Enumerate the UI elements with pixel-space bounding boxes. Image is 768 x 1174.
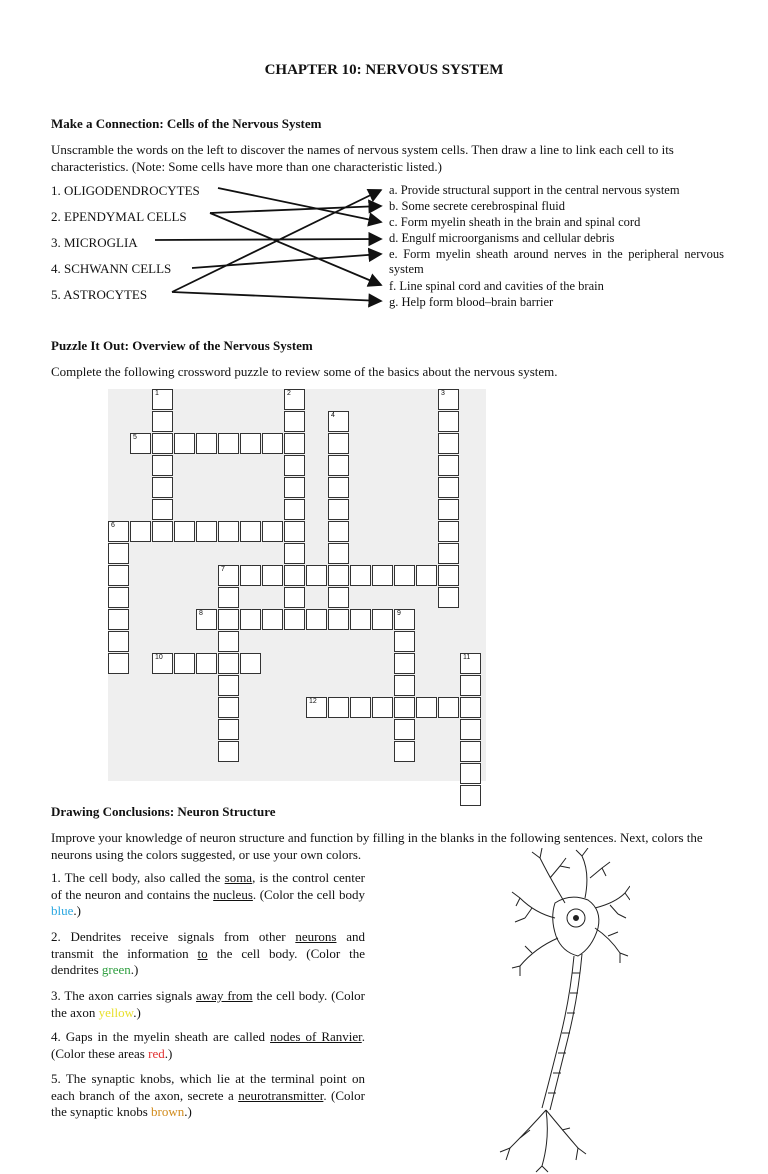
clue-number: 8 xyxy=(199,610,203,617)
crossword-cell[interactable] xyxy=(240,609,261,630)
crossword-cell[interactable] xyxy=(284,477,305,498)
crossword-cell[interactable] xyxy=(262,609,283,630)
crossword-cell[interactable] xyxy=(218,653,239,674)
crossword-cell[interactable] xyxy=(284,411,305,432)
dendrite-branch xyxy=(512,938,558,976)
crossword-cell[interactable] xyxy=(218,697,239,718)
connection-line-2-f xyxy=(210,213,381,285)
answer-blank[interactable]: nodes of Ranvier xyxy=(270,1029,362,1044)
crossword-cell[interactable] xyxy=(350,609,371,630)
crossword-cell[interactable] xyxy=(438,565,459,586)
section-intro-connection: Unscramble the words on the left to discover the names of nervous system cells. Then draw a line to link each cell to its characteristics. (Note: Some cells have more than one characteristic listed.) xyxy=(51,142,674,174)
crossword-cell[interactable] xyxy=(416,697,437,718)
crossword-cell[interactable] xyxy=(108,653,129,674)
crossword-cell[interactable] xyxy=(438,455,459,476)
crossword-cell[interactable] xyxy=(152,389,173,410)
answer-blank[interactable]: neurotransmitter xyxy=(238,1087,324,1103)
crossword-cell[interactable] xyxy=(108,587,129,608)
crossword-cell[interactable] xyxy=(438,499,459,520)
clue-number: 2 xyxy=(287,390,291,397)
crossword-cell[interactable] xyxy=(240,653,261,674)
characteristic-item: c. Form myelin sheath in the brain and spinal cord xyxy=(389,215,641,229)
clue-number: 12 xyxy=(309,698,317,705)
crossword-cell[interactable] xyxy=(218,675,239,696)
crossword-cell[interactable] xyxy=(218,587,239,608)
connection-line-1-c xyxy=(218,188,381,222)
crossword-cell[interactable] xyxy=(394,675,415,696)
crossword-cell[interactable] xyxy=(460,763,481,784)
crossword-cell[interactable] xyxy=(152,653,173,674)
crossword-cell[interactable] xyxy=(262,433,283,454)
myelin-sheath xyxy=(548,973,580,1093)
crossword-cell[interactable] xyxy=(328,411,349,432)
crossword-cell[interactable] xyxy=(438,543,459,564)
crossword-cell[interactable] xyxy=(438,521,459,542)
crossword-cell[interactable] xyxy=(438,433,459,454)
crossword-cell[interactable] xyxy=(108,609,129,630)
color-word: red xyxy=(148,1045,165,1061)
crossword-cell[interactable] xyxy=(372,609,393,630)
crossword-cell[interactable] xyxy=(460,719,481,740)
crossword-cell[interactable] xyxy=(394,653,415,674)
crossword-cell[interactable] xyxy=(218,741,239,762)
crossword-cell[interactable] xyxy=(108,565,129,586)
connection-line-5-a xyxy=(172,190,381,292)
dendrite-branch xyxy=(576,848,610,898)
neuron-item: 3. The axon carries signals away from the cell body. (Color the axon yellow.) xyxy=(51,988,366,1020)
cell-item: 4. SCHWANN CELLS xyxy=(51,261,172,276)
crossword-cell[interactable] xyxy=(196,433,217,454)
crossword-cell[interactable] xyxy=(328,609,349,630)
crossword-cell[interactable] xyxy=(108,631,129,652)
crossword-cell[interactable] xyxy=(460,675,481,696)
crossword-cell[interactable] xyxy=(240,433,261,454)
crossword-cell[interactable] xyxy=(328,433,349,454)
cell-item: 5. ASTROCYTES xyxy=(51,287,148,302)
crossword-cell[interactable] xyxy=(130,433,151,454)
section-heading-neuron: Drawing Conclusions: Neuron Structure xyxy=(51,804,276,819)
characteristic-item: b. Some secrete cerebrospinal fluid xyxy=(389,199,565,213)
crossword-cell[interactable] xyxy=(218,433,239,454)
crossword-cell[interactable] xyxy=(218,609,239,630)
crossword-cell[interactable] xyxy=(306,697,327,718)
section-intro-neuron: Improve your knowledge of neuron structure and function by filling in the blanks in the following sentences. Next, colors the neurons using the colors suggested, or use your own colors. xyxy=(51,830,703,862)
section-heading-puzzle: Puzzle It Out: Overview of the Nervous System xyxy=(51,338,313,353)
crossword-cell[interactable] xyxy=(460,785,481,806)
connection-line-4-e xyxy=(192,254,381,268)
clue-number: 5 xyxy=(133,434,137,441)
dendrite-branch xyxy=(595,886,630,918)
crossword-cell[interactable] xyxy=(394,565,415,586)
crossword-cell[interactable] xyxy=(284,499,305,520)
crossword-cell[interactable] xyxy=(152,521,173,542)
crossword-cell[interactable] xyxy=(152,411,173,432)
cell-item: 2. EPENDYMAL CELLS xyxy=(51,209,187,224)
crossword-cell[interactable] xyxy=(438,389,459,410)
crossword-cell[interactable] xyxy=(196,521,217,542)
color-word: yellow xyxy=(98,1004,134,1020)
crossword-cell[interactable] xyxy=(262,521,283,542)
crossword-cell[interactable] xyxy=(394,697,415,718)
crossword-cell[interactable] xyxy=(328,455,349,476)
crossword-cell[interactable] xyxy=(328,521,349,542)
characteristic-item: a. Provide structural support in the central nervous system xyxy=(389,183,680,197)
crossword-cell[interactable] xyxy=(262,565,283,586)
crossword-cell[interactable] xyxy=(152,499,173,520)
answer-blank[interactable]: neurons xyxy=(295,929,337,944)
neuron-diagram xyxy=(470,848,630,1174)
crossword-cell[interactable] xyxy=(108,543,129,564)
clue-number: 7 xyxy=(221,566,225,573)
cell-item: 3. MICROGLIA xyxy=(51,235,138,250)
dendrite-branch xyxy=(512,892,555,922)
crossword-cell[interactable] xyxy=(438,587,459,608)
crossword-cell[interactable] xyxy=(460,653,481,674)
crossword-cell[interactable] xyxy=(350,565,371,586)
crossword-cell[interactable] xyxy=(240,521,261,542)
crossword-cell[interactable] xyxy=(438,697,459,718)
clue-number: 1 xyxy=(155,390,159,397)
crossword-cell[interactable] xyxy=(130,521,151,542)
crossword-cell[interactable] xyxy=(284,521,305,542)
clue-number: 6 xyxy=(111,522,115,529)
clue-number: 10 xyxy=(155,654,163,661)
crossword-puzzle xyxy=(108,389,486,781)
answer-blank[interactable]: soma xyxy=(224,870,253,885)
connection-lines xyxy=(0,0,768,320)
characteristic-item: f. Line spinal cord and cavities of the brain xyxy=(389,279,604,293)
characteristic-item: e. Form myelin sheath around nerves in the peripheral nervous system xyxy=(389,247,724,276)
crossword-cell[interactable] xyxy=(328,477,349,498)
clue-number: 4 xyxy=(331,412,335,419)
crossword-cell[interactable] xyxy=(306,609,327,630)
crossword-cell[interactable] xyxy=(438,411,459,432)
crossword-cell[interactable] xyxy=(394,609,415,630)
connection-line-3-d xyxy=(155,239,381,240)
crossword-cell[interactable] xyxy=(460,741,481,762)
crossword-cell[interactable] xyxy=(372,565,393,586)
crossword-cell[interactable] xyxy=(306,565,327,586)
connection-line-5-g xyxy=(172,292,381,301)
characteristic-item: g. Help form blood–brain barrier xyxy=(389,295,554,309)
crossword-cell[interactable] xyxy=(394,741,415,762)
crossword-cell[interactable] xyxy=(152,455,173,476)
crossword-cell[interactable] xyxy=(328,499,349,520)
crossword-cell[interactable] xyxy=(240,565,261,586)
color-word: green xyxy=(101,962,131,977)
crossword-cell[interactable] xyxy=(328,697,349,718)
crossword-cell[interactable] xyxy=(218,521,239,542)
crossword-cell[interactable] xyxy=(438,477,459,498)
crossword-cell[interactable] xyxy=(284,389,305,410)
crossword-cell[interactable] xyxy=(460,697,481,718)
crossword-cell[interactable] xyxy=(284,455,305,476)
crossword-cell[interactable] xyxy=(218,719,239,740)
clue-number: 11 xyxy=(463,654,471,661)
connection-line-2-b xyxy=(210,206,381,213)
neuron-item: 4. Gaps in the myelin sheath are called nodes of Ranvier. (Color these areas red.) xyxy=(51,1029,365,1061)
crossword-cell[interactable] xyxy=(394,631,415,652)
crossword-cell[interactable] xyxy=(284,433,305,454)
crossword-cell[interactable] xyxy=(372,697,393,718)
crossword-cell[interactable] xyxy=(108,521,129,542)
clue-number: 9 xyxy=(397,610,401,617)
clue-number: 3 xyxy=(441,390,445,397)
crossword-cell[interactable] xyxy=(284,543,305,564)
neuron-item: 5. The synaptic knobs, which lie at the terminal point on each branch of the axon, secrete a neurotransmitter. (Color the synaptic knobs brown.) xyxy=(51,1071,365,1119)
crossword-cell[interactable] xyxy=(328,543,349,564)
crossword-cell[interactable] xyxy=(328,565,349,586)
cell-item: 1. OLIGODENDROCYTES xyxy=(51,183,200,198)
crossword-cell[interactable] xyxy=(284,565,305,586)
crossword-cell[interactable] xyxy=(218,631,239,652)
crossword-cell[interactable] xyxy=(350,697,371,718)
crossword-cell[interactable] xyxy=(394,719,415,740)
crossword-cell[interactable] xyxy=(218,565,239,586)
neuron-item: 2. Dendrites receive signals from other neurons and transmit the information to the cell body. (Color the dendrites green.) xyxy=(51,929,365,977)
crossword-cell[interactable] xyxy=(196,609,217,630)
crossword-cell[interactable] xyxy=(174,653,195,674)
crossword-cell[interactable] xyxy=(152,433,173,454)
answer-blank[interactable]: away from xyxy=(196,988,253,1003)
section-intro-puzzle: Complete the following crossword puzzle to review some of the basics about the nervous system. xyxy=(51,364,558,379)
crossword-cell[interactable] xyxy=(174,433,195,454)
crossword-cell[interactable] xyxy=(284,587,305,608)
dendrite-branch xyxy=(595,928,628,963)
crossword-cell[interactable] xyxy=(284,609,305,630)
answer-blank[interactable]: to xyxy=(197,945,208,961)
neuron-item: 1. The cell body, also called the soma, is the control center of the neuron and contains the nucleus. (Color the cell body blue.) xyxy=(51,870,365,918)
color-word: blue xyxy=(51,903,74,918)
dendrite-branch xyxy=(532,848,570,903)
crossword-cell[interactable] xyxy=(152,477,173,498)
crossword-cell[interactable] xyxy=(416,565,437,586)
page-title: CHAPTER 10: NERVOUS SYSTEM xyxy=(264,62,504,78)
answer-blank[interactable]: nucleus xyxy=(213,886,253,902)
crossword-cell[interactable] xyxy=(174,521,195,542)
characteristic-item: d. Engulf microorganisms and cellular debris xyxy=(389,231,615,245)
axon-terminals xyxy=(500,1110,586,1172)
crossword-cell[interactable] xyxy=(328,587,349,608)
section-heading-connection: Make a Connection: Cells of the Nervous System xyxy=(51,116,322,131)
color-word: brown xyxy=(151,1104,185,1119)
crossword-cell[interactable] xyxy=(196,653,217,674)
axon xyxy=(542,954,582,1110)
